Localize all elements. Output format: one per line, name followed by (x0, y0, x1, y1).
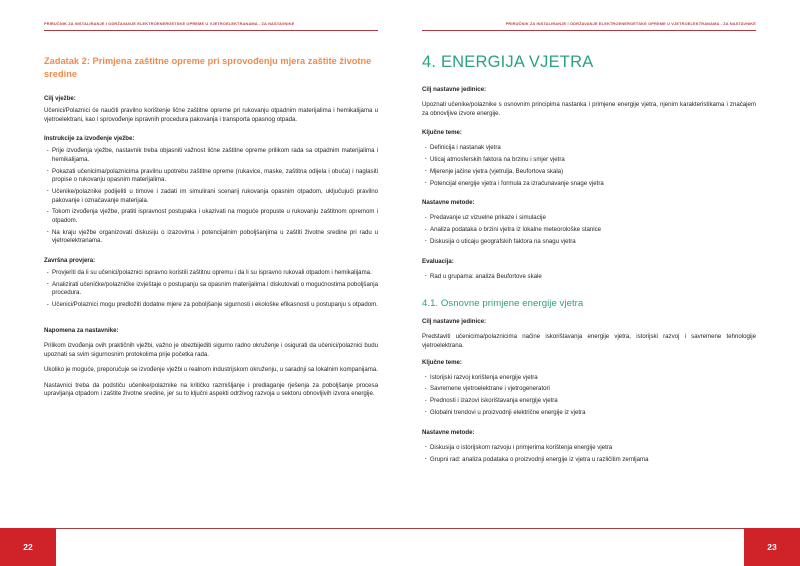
bullet-list-subsection-kljucne-teme (422, 374, 756, 418)
section-paragraph-cilj-vjezbe: Učenici/Polaznici će naučiti pravilno korištenje lične zaštitne opreme pri rukovanju otpadnim materijalima i hemikalijama u vjetroelektrani, kao i sprovođenje ispravnih procedura pakovanja i transporta opasnog otpada. (44, 107, 378, 123)
bullet-list-instrukcije (44, 147, 378, 246)
list-item: · Definicija i nastanak vjetra (422, 144, 756, 153)
list-item: · Diskusija o istorijskom razvoju i primjerima korištenja energije vjetra (422, 444, 756, 453)
subsection-paragraph-cilj: Predstaviti učenicima/polaznicima načine iskorištavanja energije vjetra, istorijski razvoj i savremene tehnologije vjetroelektrana. (422, 333, 756, 350)
bullet-list-zavrsna-provjera (44, 269, 378, 310)
subsection-heading-cilj-nastavne-jedinice: Cilj nastavne jedinice: (422, 318, 487, 326)
section-heading-instrukcije: Instrukcije za izvođenje vježbe: (44, 135, 135, 143)
list-item: · Tokom izvođenja vježbe, pratiti ispravnost postupaka i ukazivati na moguće propuste u rukovanju zaštitnom opremom i otpadom. (44, 208, 378, 225)
subsection-heading-nastavne-metode: Nastavne metode: (422, 428, 475, 436)
page-right (400, 0, 800, 566)
list-item: · Rad u grupama: analiza Beufortove skale (422, 273, 756, 282)
subsection-heading-kljucne-teme: Ključne teme: (422, 358, 462, 366)
list-item: · Istorijski razvoj korištenja energije vjetra (422, 374, 756, 383)
chapter-title: 4. ENERGIJA VJETRA (422, 53, 594, 71)
folio-rule-right (400, 528, 744, 529)
list-item: · Potencijal energije vjetra i formula za izračunavanje snage vjetra (422, 180, 756, 189)
list-item: · Diskusija o uticaju geografskih faktora na snagu vjetra (422, 238, 756, 247)
list-item: · Mjerenje jačine vjetra (vjetrulja, Beufortova skala) (422, 168, 756, 177)
list-item: · Na kraju vježbe organizovati diskusiju o izazovima i potencijalnim poboljšanjima u zaštiti životne sredine pri radu u vjetroelektranama. (44, 229, 378, 246)
list-item: · Globalni trendovi u proizvodnji električne energije iz vjetra (422, 409, 756, 418)
running-header-rule (422, 30, 756, 31)
subchapter-title: 4.1. Osnovne primjene energije vjetra (422, 298, 584, 310)
list-item: · Učenike/polaznike podijeliti u timove i zadati im simulirani scenarij rukovanja opasnim otpadom, uključujući pravilno pakovanje i označavanje materijala. (44, 188, 378, 205)
list-item: · Provjeriti da li su učenici/polaznici ispravno koristili zaštitnu opremu i da li su ispravno rukovali otpadom i hemikalijama. (44, 269, 378, 278)
napomena-paragraph-1: Prilikom izvođenja ovih praktičnih vježbi, važno je obezbijediti sigurno radno okruženje i osigurati da učenici/polaznici budu upoznati sa svim sigurnosnim protokolima prije početka rada. (44, 342, 378, 358)
list-item: · Grupni rad: analiza podataka o proizvodnji energije iz vjetra u različitim zemljama (422, 456, 756, 465)
list-item: · Uticaj atmosferskih faktora na brzinu i smjer vjetra (422, 156, 756, 165)
list-item: · Prije izvođenja vježbe, nastavnik treba objasniti važnost lične zaštitne opreme prilikom rada sa otpadnim materijalima i hemikalijama. (44, 147, 378, 164)
section-heading-cilj-nastavne-jedinice: Cilj nastavne jedinice: (422, 86, 487, 93)
bullet-list-nastavne-metode (422, 214, 756, 246)
section-heading-evaluacija: Evaluacija: (422, 257, 454, 265)
list-item: · Predavanje uz vizuelne prikaze i simulacije (422, 214, 756, 223)
list-item: · Pokazati učenicima/polaznicima pravilnu upotrebu zaštitne opreme (rukavice, maske, zaštitna odijela i obuća) i naglasiti propise o rukovanju opasnim materijalima. (44, 168, 378, 185)
page-title: Zadatak 2: Primjena zaštitne opreme pri sprovođenju mjera zaštite životne sredine (44, 56, 372, 79)
running-header-right (422, 21, 756, 35)
folio-rule-left (56, 528, 400, 529)
section-heading-cilj-vjezbe: Cilj vježbe: (44, 95, 76, 102)
list-item: · Učenici/Polaznici mogu predložiti dodatne mjere za poboljšanje sigurnosti i ekološke efikasnosti u postupanju s otpadom. (44, 301, 378, 310)
page-number-left: 22 (0, 528, 56, 566)
section-heading-zavrsna-provjera: Završna provjera: (44, 257, 96, 265)
running-header-text: PRIRUČNIK ZA INSTALIRANJE I ODRŽAVANJE ELEKTROENERGETSKE OPREME U VJETROELEKTRANAMA - ZA NASTAVNIKE (44, 21, 295, 26)
bullet-list-evaluacija (422, 273, 756, 282)
page-number-right: 23 (744, 528, 800, 566)
section-paragraph-cilj-nastavne-jedinice: Upoznati učenike/polaznike s osnovnim principima nastanka i primjene energije vjetra, njenim karakteristikama i značajem za obnovljive izvore energije. (422, 101, 756, 117)
section-heading-nastavne-metode: Nastavne metode: (422, 199, 475, 207)
running-header-text: PRIRUČNIK ZA INSTALIRANJE I ODRŽAVANJE ELEKTROENERGETSKE OPREME U VJETROELEKTRANAMA - ZA NASTAVNIKE (505, 21, 756, 26)
list-item: · Analizirati učeničke/polazničke izvještaje o postupanju sa opasnim materijalima i diskutovati o mogućnostima poboljšanja procedura. (44, 281, 378, 298)
running-header-left (44, 21, 378, 35)
list-item: · Savremene vjetroelektrane i vjetrogeneratori (422, 385, 756, 394)
bullet-list-kljucne-teme (422, 144, 756, 188)
list-item: · Analiza podataka o brzini vjetra iz lokalne meteorološke stanice (422, 226, 756, 235)
running-header-rule (44, 30, 378, 31)
napomena-paragraph-2: Ukoliko je moguće, preporučuje se izvođenje vježbi u realnom industrijskom okruženju, u saradnji sa lokalnim kompanijama. (44, 366, 378, 374)
list-item: · Prednosti i izazovi iskorištavanja energije vjetra (422, 397, 756, 406)
napomena-paragraph-3: Nastavnici treba da podstiču učenike/polaznike na kritičko razmišljanje i predlaganje rješenja za poboljšanje procesa upravljanja otpadom i zaštite životne sredine, jer su to ključni aspekti održivog razvoja u sektoru obnovljivih izvora energije. (44, 381, 378, 398)
bullet-list-subsection-nastavne-metode (422, 444, 756, 464)
section-heading-kljucne-teme: Ključne teme: (422, 129, 462, 137)
section-heading-napomena: Napomena za nastavnike: (44, 327, 119, 334)
